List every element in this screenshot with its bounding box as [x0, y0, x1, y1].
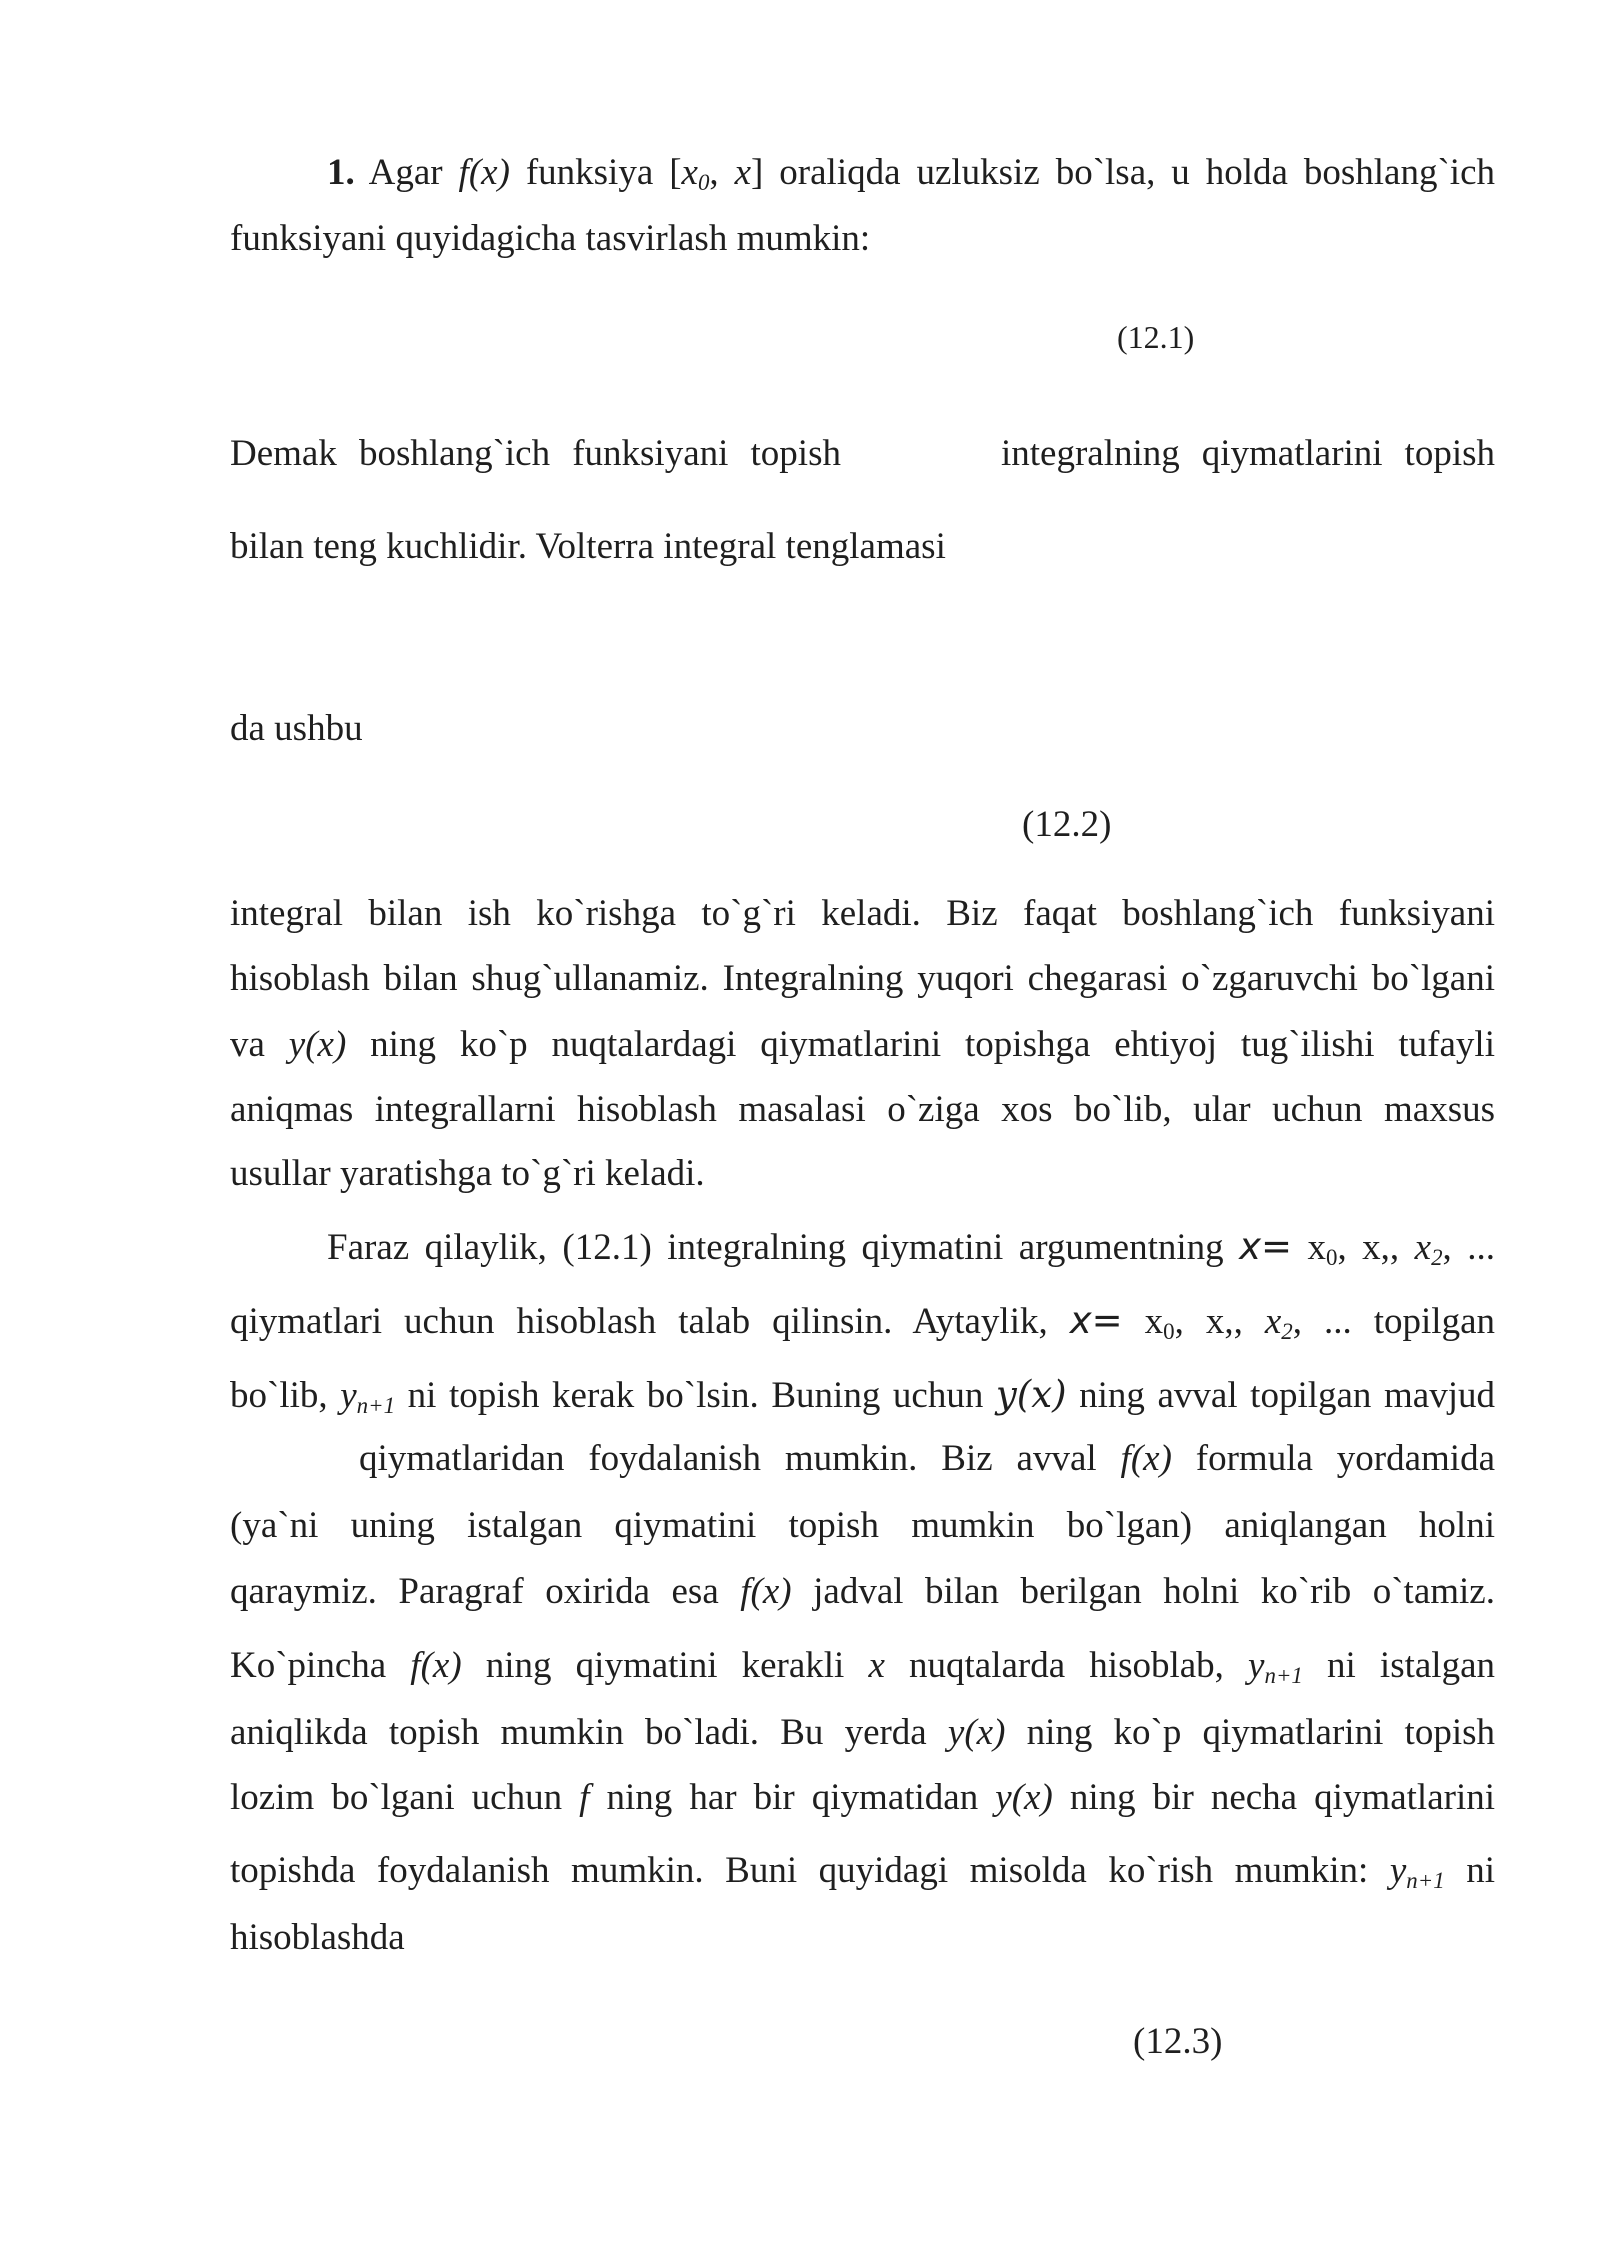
- math-subscript: 0: [1163, 1319, 1175, 1345]
- equation-number: (12.2): [1022, 804, 1112, 845]
- math-expression: f(x): [410, 1645, 462, 1686]
- text-run: (ya`ni uning istalgan qiymatini topish mumkin bo`lgan) aniqlangan holni: [230, 1505, 1495, 1546]
- math-expression: y(x): [995, 1777, 1053, 1818]
- text-run: ni istalgan: [1302, 1645, 1496, 1686]
- text-run: ning qiymatini kerakli: [461, 1645, 869, 1686]
- text-line: [230, 1644, 1495, 1692]
- text-line: [230, 1916, 1495, 1960]
- math-expression: f(x): [740, 1571, 792, 1612]
- text-run: ni: [1444, 1850, 1496, 1891]
- text-run: hisoblashda: [230, 1917, 405, 1958]
- text-run: formula yordamida: [1171, 1438, 1495, 1479]
- text-run: , ... topilgan: [1292, 1301, 1496, 1342]
- text-run: qiymatlari uchun hisoblash talab qilinsin. Aytaylik,: [230, 1301, 1070, 1342]
- math-expression: y(x): [947, 1712, 1006, 1753]
- text-run: ning avval topilgan mavjud: [1066, 1375, 1495, 1416]
- text-run: nuqtalarda hisoblab,: [884, 1645, 1249, 1686]
- text-run: , x,,: [1174, 1301, 1265, 1342]
- text-line: [230, 1504, 1495, 1548]
- text-line: [230, 1373, 1495, 1422]
- text-line: [230, 1849, 1495, 1897]
- text-run: funksiyani quyidagicha tasvirlash mumkin:: [230, 218, 871, 259]
- text-run: hisoblash bilan shug`ullanamiz. Integralning yuqori chegarasi o`zgaruvchi bo`lgani: [230, 958, 1495, 999]
- text-run: Agar: [354, 152, 459, 193]
- math-variable: x: [734, 152, 752, 193]
- text-line: [230, 1152, 1495, 1196]
- text-run: topishda foydalanish mumkin. Buni quyidagi misolda ko`rish mumkin:: [230, 1850, 1390, 1891]
- math-variable: x: [1122, 1301, 1164, 1342]
- text-line: [230, 217, 1495, 261]
- text-line: [230, 1570, 1495, 1614]
- text-line: [230, 957, 1495, 1001]
- math-expression: y(x): [995, 1373, 1067, 1416]
- text-line: [230, 432, 841, 476]
- math-variable: x: [1292, 1227, 1326, 1268]
- math-expression: x=: [1069, 1299, 1123, 1342]
- text-run: bo`lib,: [230, 1375, 341, 1416]
- text-line: [230, 892, 1495, 936]
- math-variable: y: [1389, 1850, 1407, 1891]
- math-variable: x: [681, 152, 698, 193]
- math-variable: x: [1264, 1301, 1282, 1342]
- math-subscript: 0: [1325, 1245, 1338, 1271]
- text-run: bilan teng kuchlidir. Volterra integral tenglamasi: [230, 526, 946, 567]
- text-run: funksiya [: [509, 152, 682, 193]
- equation-number: (12.1): [1117, 319, 1195, 355]
- text-run: da ushbu: [230, 708, 363, 749]
- text-line: [230, 1023, 1495, 1067]
- text-run: ni topish kerak bo`lsin. Buning uchun: [395, 1375, 996, 1416]
- text-line: [230, 1088, 1495, 1132]
- equation-number: (12.3): [1133, 2021, 1223, 2062]
- math-variable: y: [340, 1375, 357, 1416]
- math-subscript: 0: [697, 170, 710, 196]
- text-line: [230, 525, 1495, 569]
- math-expression: y(x): [288, 1024, 347, 1065]
- text-run: jadval bilan berilgan holni ko`rib o`tamiz.: [791, 1571, 1495, 1612]
- text-line: [327, 151, 1495, 199]
- text-run: qaraymiz. Paragraf oxirida esa: [230, 1571, 741, 1612]
- text-run: usullar yaratishga to`g`ri keladi.: [230, 1153, 705, 1194]
- math-subscript: n+1: [1406, 1868, 1445, 1894]
- text-run: , x,,: [1337, 1227, 1415, 1268]
- text-line: [230, 1711, 1495, 1755]
- text-line: [359, 1437, 1495, 1481]
- math-expression: x=: [1239, 1225, 1293, 1268]
- math-subscript: n+1: [356, 1393, 396, 1419]
- text-run: qiymatlaridan foydalanish mumkin. Biz avval: [359, 1438, 1121, 1479]
- math-variable: x: [868, 1645, 885, 1686]
- text-run: integralning qiymatlarini topish: [1001, 433, 1495, 474]
- text-run: ning ko`p nuqtalardagi qiymatlarini topishga ehtiyoj tug`ilishi tufayli: [346, 1024, 1495, 1065]
- text-run: lozim bo`lgani uchun: [230, 1777, 580, 1818]
- text-line: [230, 707, 1495, 751]
- text-run: ning har bir qiymatidan: [589, 1777, 996, 1818]
- text-run: Ko`pincha: [230, 1645, 411, 1686]
- text-run: ,: [709, 152, 735, 193]
- text-run: ning bir necha qiymatlarini: [1052, 1777, 1495, 1818]
- text-line: [230, 1299, 1495, 1348]
- text-run: aniqlikda topish mumkin bo`ladi. Bu yerda: [230, 1712, 948, 1753]
- math-subscript: 2: [1431, 1245, 1443, 1271]
- math-subscript: n+1: [1264, 1663, 1303, 1689]
- math-expression: f(x): [1120, 1438, 1172, 1479]
- math-variable: y: [1248, 1645, 1265, 1686]
- text-line: [1001, 432, 1495, 476]
- math-subscript: 2: [1281, 1319, 1293, 1345]
- text-run: ning ko`p qiymatlarini topish: [1005, 1712, 1495, 1753]
- text-run: ] oraliqda uzluksiz bo`lsa, u holda boshlang`ich: [751, 152, 1495, 193]
- text-run: integral bilan ish ko`rishga to`g`ri keladi. Biz faqat boshlang`ich funksiyani: [230, 893, 1495, 934]
- list-number: 1.: [327, 152, 355, 193]
- text-line: [327, 1225, 1495, 1274]
- text-run: , ...: [1442, 1227, 1496, 1268]
- text-run: aniqmas integrallarni hisoblash masalasi o`ziga xos bo`lib, ular uchun maxsus: [230, 1089, 1495, 1130]
- text-run: Faraz qilaylik, (12.1) integralning qiymatini argumentning: [327, 1227, 1240, 1268]
- math-expression: f(x): [458, 152, 510, 193]
- text-run: va: [230, 1024, 289, 1065]
- math-variable: x: [1414, 1227, 1432, 1268]
- text-line: [230, 1776, 1495, 1820]
- text-run: Demak boshlang`ich funksiyani topish: [230, 433, 841, 474]
- math-variable: f: [579, 1777, 590, 1818]
